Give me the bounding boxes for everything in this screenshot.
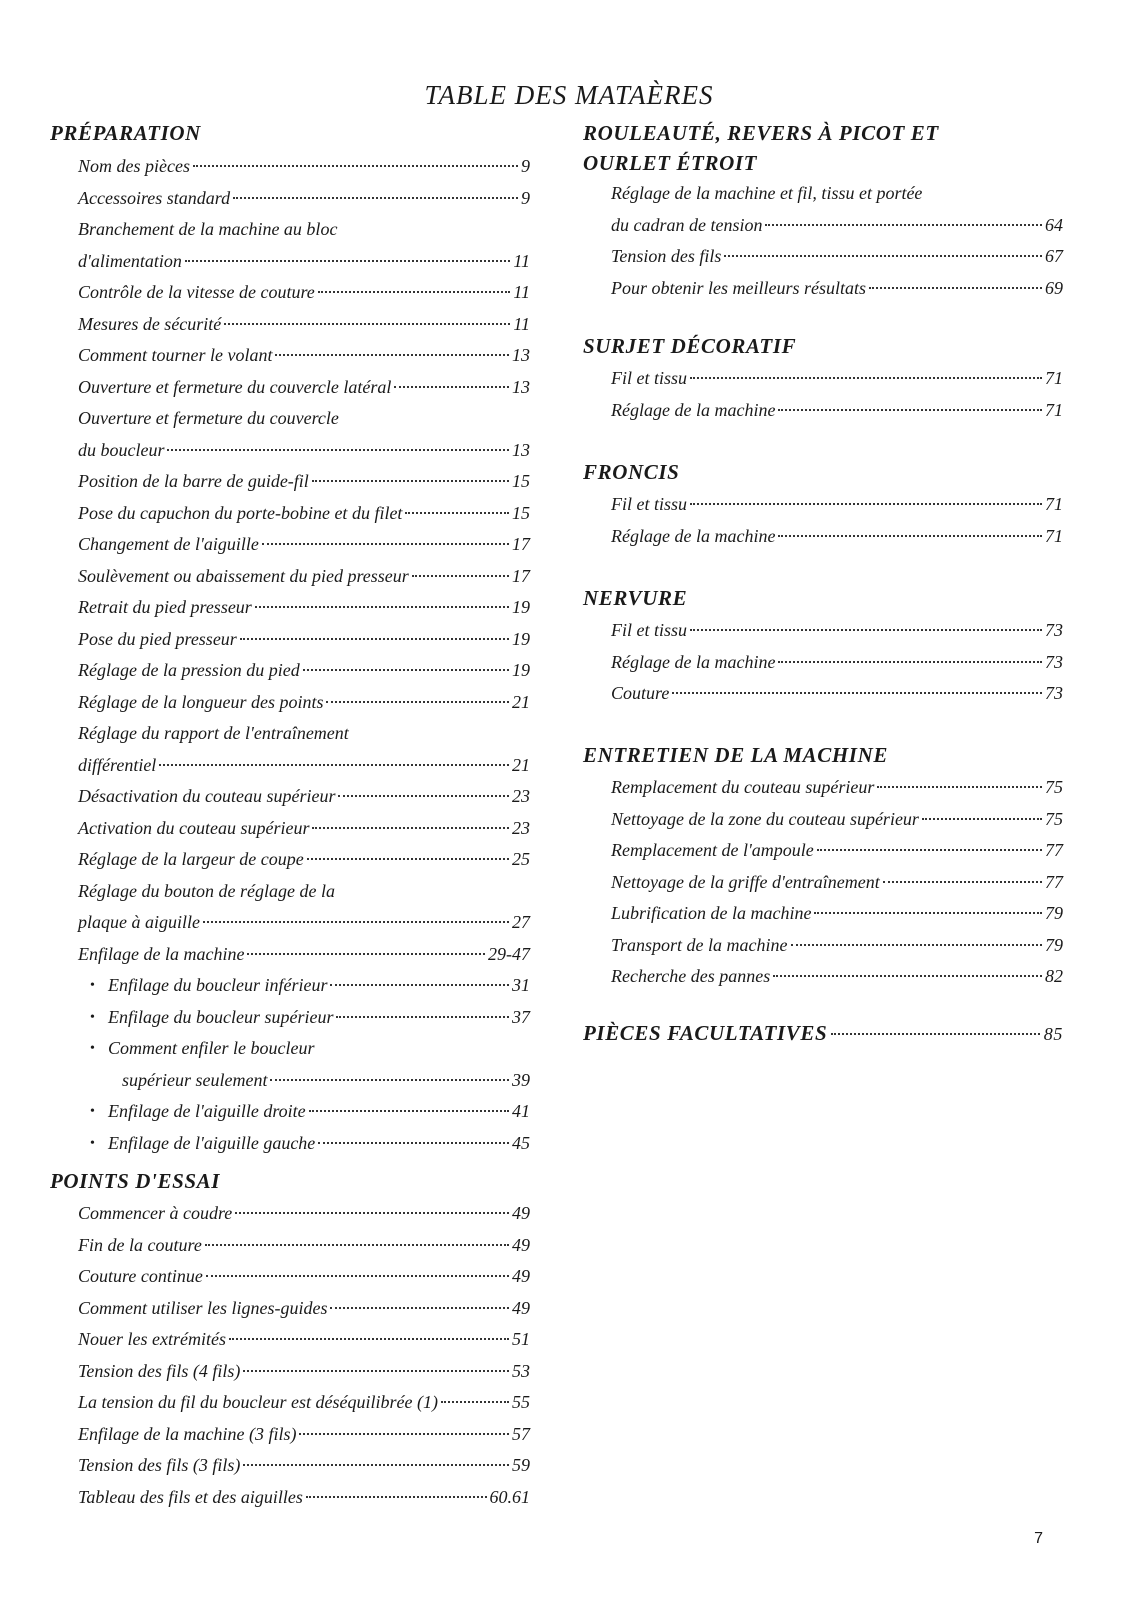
dot-leader: [275, 354, 509, 356]
entry-label: Enfilage de la machine (3 fils): [78, 1423, 297, 1444]
dot-leader: [233, 197, 518, 199]
section-pieces-facultatives: [583, 1018, 1073, 1049]
entry-list: [583, 615, 1073, 710]
toc-entry[interactable]: [583, 804, 1073, 836]
dot-leader: [318, 1142, 509, 1144]
toc-entry[interactable]: [583, 241, 1073, 273]
entry-page: 57: [512, 1423, 530, 1444]
entry-page: 55: [512, 1392, 530, 1412]
entry-page: 19: [512, 597, 530, 617]
toc-entry[interactable]: [50, 655, 540, 687]
entry-page: 11: [513, 282, 530, 302]
entry-list: [583, 363, 1073, 426]
toc-entry[interactable]: [50, 1230, 540, 1262]
toc-entry[interactable]: [50, 750, 540, 782]
entry-label: Branchement de la machine au bloc: [78, 219, 338, 239]
toc-top-entry[interactable]: [583, 1018, 1073, 1049]
toc-entry: [50, 718, 540, 750]
entry-label: Activation du couteau supérieur: [78, 817, 310, 838]
entry-page: 71: [1045, 525, 1063, 546]
entry-page: 13: [512, 439, 530, 460]
section-points-essai: [50, 1166, 540, 1513]
entry-page: 41: [512, 1101, 530, 1121]
dot-leader: [247, 953, 485, 955]
entry-label: Recherche des pannes: [611, 966, 771, 986]
toc-entry[interactable]: [583, 647, 1073, 679]
entry-label: Position de la barre de guide-fil: [78, 471, 309, 491]
entry-page: 71: [1045, 368, 1063, 388]
entry-label: Pose du capuchon du porte-bobine et du filet: [78, 502, 403, 523]
entry-label: Couture continue: [78, 1266, 203, 1286]
entry-label: du cadran de tension: [611, 214, 763, 235]
toc-entry: [583, 178, 1073, 210]
entry-page: 11: [513, 250, 530, 271]
toc-entry[interactable]: [50, 1419, 540, 1451]
toc-sub-entry[interactable]: [50, 970, 540, 1002]
entry-label: Tableau des fils et des aiguilles: [78, 1486, 303, 1507]
entry-label: Réglage de la longueur des points: [78, 691, 324, 712]
dot-leader: [877, 786, 1042, 788]
entry-page: 17: [512, 534, 530, 554]
toc-entry: [50, 214, 540, 246]
entry-page: 13: [512, 376, 530, 397]
entry-label: Comment utiliser les lignes-guides: [78, 1297, 328, 1318]
toc-entry: [50, 403, 540, 435]
dot-leader: [243, 1464, 509, 1466]
entry-page: 27: [512, 912, 530, 932]
entry-page: 59: [512, 1455, 530, 1475]
dot-leader: [309, 1110, 509, 1112]
entry-label: Réglage de la largeur de coupe: [78, 849, 304, 869]
toc-entry[interactable]: [50, 183, 540, 215]
dot-leader: [235, 1212, 509, 1214]
entry-label: Changement de l'aiguille: [78, 534, 259, 554]
dot-leader: [778, 535, 1042, 537]
entry-label: Enfilage de la machine: [78, 943, 245, 964]
dot-leader: [318, 291, 511, 293]
entry-label: Nettoyage de la zone du couteau supérieur: [611, 808, 919, 829]
entry-list: [583, 489, 1073, 552]
entry-label: Fil et tissu: [611, 368, 687, 388]
entry-page: 69: [1045, 277, 1063, 298]
toc-entry[interactable]: [50, 246, 540, 278]
entry-list: [50, 1198, 540, 1513]
dot-leader: [412, 575, 509, 577]
dot-leader: [330, 1307, 509, 1309]
entry-label: Réglage du bouton de réglage de la: [78, 880, 335, 901]
toc-entry[interactable]: [50, 372, 540, 404]
entry-page: 79: [1045, 903, 1063, 923]
entry-page: 45: [512, 1132, 530, 1153]
entry-label: d'alimentation: [78, 250, 182, 271]
dot-leader: [159, 764, 509, 766]
toc-entry[interactable]: [50, 340, 540, 372]
entry-label: • Enfilage de l'aiguille gauche: [108, 1132, 316, 1153]
entry-label: Désactivation du couteau supérieur: [78, 786, 336, 806]
entry-label: Réglage de la pression du pied: [78, 660, 300, 680]
toc-entry[interactable]: [50, 1324, 540, 1356]
entry-page: 79: [1045, 934, 1063, 955]
toc-sub-entry[interactable]: [50, 1065, 540, 1097]
entry-page: 25: [512, 849, 530, 869]
toc-entry[interactable]: [50, 624, 540, 656]
entry-page: 23: [512, 786, 530, 806]
toc-entry[interactable]: [50, 1450, 540, 1482]
entry-label: Accessoires standard: [78, 187, 231, 208]
entry-list: [583, 772, 1073, 993]
dot-leader: [338, 795, 509, 797]
dot-leader: [831, 1033, 1040, 1035]
dot-leader: [791, 944, 1042, 946]
entry-page: 71: [1045, 494, 1063, 514]
entry-label: différentiel: [78, 754, 157, 775]
section-entretien: [583, 740, 1073, 993]
entry-label: • Enfilage de l'aiguille droite: [108, 1101, 306, 1121]
section-title: SURJET DÉCORATIF: [583, 334, 797, 358]
dot-leader: [312, 480, 509, 482]
toc-entry[interactable]: [50, 1261, 540, 1293]
toc-entry[interactable]: [583, 835, 1073, 867]
toc-entry[interactable]: [50, 813, 540, 845]
section-nervure: [583, 583, 1073, 710]
toc-entry[interactable]: [50, 907, 540, 939]
entry-label: La tension du fil du boucleur est déséquilibrée (1): [78, 1392, 438, 1412]
dot-leader: [690, 629, 1042, 631]
toc-entry[interactable]: [50, 844, 540, 876]
entry-page: 73: [1045, 651, 1063, 672]
entry-page: 53: [512, 1360, 530, 1381]
toc-entry[interactable]: [583, 615, 1073, 647]
entry-list: [583, 178, 1073, 304]
dot-leader: [814, 912, 1042, 914]
dot-leader: [765, 224, 1042, 226]
dot-leader: [869, 287, 1042, 289]
entry-label: Fin de la couture: [78, 1234, 202, 1255]
dot-leader: [778, 661, 1042, 663]
section-title-continued: OURLET ÉTROIT: [583, 151, 758, 175]
toc-entry[interactable]: [50, 277, 540, 309]
entry-label: Tension des fils (3 fils): [78, 1455, 241, 1475]
entry-label: Mesures de sécurité: [78, 313, 222, 334]
dot-leader: [883, 881, 1042, 883]
dot-leader: [773, 975, 1042, 977]
dot-leader: [167, 449, 509, 451]
entry-page: 11: [513, 313, 530, 334]
entry-page: 73: [1045, 620, 1063, 640]
entry-label: Transport de la machine: [611, 934, 788, 955]
entry-label: Fil et tissu: [611, 494, 687, 514]
toc-entry: [50, 876, 540, 908]
entry-label: Fil et tissu: [611, 620, 687, 640]
entry-label: du boucleur: [78, 439, 165, 460]
toc-entry[interactable]: [50, 939, 540, 971]
entry-label: • Enfilage du boucleur inférieur: [108, 975, 328, 995]
dot-leader: [299, 1433, 509, 1435]
dot-leader: [255, 606, 509, 608]
dot-leader: [270, 1079, 509, 1081]
entry-label: Couture: [611, 683, 670, 703]
toc-entry[interactable]: [50, 529, 540, 561]
entry-label: Réglage de la machine: [611, 651, 776, 672]
dot-leader: [394, 386, 509, 388]
dot-leader: [185, 260, 510, 262]
section-preparation: [50, 118, 540, 1159]
toc-entry[interactable]: [50, 781, 540, 813]
entry-label: Pose du pied presseur: [78, 628, 237, 649]
entry-page: 49: [512, 1266, 530, 1286]
dot-leader: [330, 984, 509, 986]
toc-entry[interactable]: [50, 1198, 540, 1230]
entry-label: Nom des pièces: [78, 156, 190, 176]
entry-page: 9: [521, 156, 530, 176]
dot-leader: [229, 1338, 509, 1340]
dot-leader: [672, 692, 1042, 694]
entry-label: Comment tourner le volant: [78, 345, 273, 365]
page-title: TABLE DES MATAÈRES: [424, 80, 714, 111]
entry-page: 21: [512, 691, 530, 712]
entry-page: 29-47: [488, 943, 530, 964]
entry-label: • Comment enfiler le boucleur: [108, 1038, 315, 1058]
toc-entry[interactable]: [50, 435, 540, 467]
toc-entry[interactable]: [50, 466, 540, 498]
entry-page: 21: [512, 754, 530, 775]
dot-leader: [193, 165, 518, 167]
dot-leader: [690, 503, 1042, 505]
entry-label: • Enfilage du boucleur supérieur: [108, 1006, 334, 1027]
toc-entry[interactable]: [50, 498, 540, 530]
entry-page: 19: [512, 660, 530, 680]
dot-leader: [441, 1401, 509, 1403]
toc-sub-entry[interactable]: [50, 1002, 540, 1034]
entry-label: Tension des fils: [611, 246, 722, 266]
entry-label: Retrait du pied presseur: [78, 597, 252, 617]
entry-label: Tension des fils (4 fils): [78, 1360, 241, 1381]
dot-leader: [312, 827, 509, 829]
entry-page: 82: [1045, 966, 1063, 986]
entry-page: 49: [512, 1203, 530, 1223]
section-title: POINTS D'ESSAI: [50, 1169, 221, 1193]
toc-entry[interactable]: [583, 678, 1073, 710]
dot-leader: [243, 1370, 509, 1372]
section-title: ENTRETIEN DE LA MACHINE: [583, 743, 888, 767]
toc-entry[interactable]: [583, 521, 1073, 553]
entry-page: 51: [512, 1329, 530, 1349]
dot-leader: [224, 323, 510, 325]
toc-entry[interactable]: [583, 961, 1073, 993]
section-title: PRÉPARATION: [50, 121, 201, 145]
toc-entry[interactable]: [50, 1293, 540, 1325]
section-rouleaute: [583, 118, 1073, 304]
toc-entry[interactable]: [50, 1482, 540, 1514]
page-number: 7: [1034, 1530, 1043, 1547]
entry-page: 85: [1043, 1024, 1063, 1044]
toc-entry[interactable]: [583, 772, 1073, 804]
toc-entry[interactable]: [583, 489, 1073, 521]
entry-page: 17: [512, 565, 530, 586]
section-title: PIÈCES FACULTATIVES: [583, 1021, 828, 1045]
toc-entry[interactable]: [583, 898, 1073, 930]
entry-label: supérieur seulement: [122, 1069, 268, 1090]
entry-label: Réglage de la machine: [611, 525, 776, 546]
toc-entry[interactable]: [583, 867, 1073, 899]
entry-label: plaque à aiguille: [78, 912, 200, 932]
dot-leader: [817, 849, 1042, 851]
dot-leader: [405, 512, 509, 514]
entry-page: 49: [512, 1234, 530, 1255]
entry-label: Réglage du rapport de l'entraînement: [78, 723, 349, 743]
entry-label: Pour obtenir les meilleurs résultats: [611, 277, 866, 298]
toc-entry[interactable]: [583, 210, 1073, 242]
dot-leader: [778, 409, 1042, 411]
section-title: FRONCIS: [583, 460, 680, 484]
entry-page: 64: [1045, 214, 1063, 235]
entry-label: Réglage de la machine et fil, tissu et portée: [611, 183, 923, 203]
entry-label: Ouverture et fermeture du couvercle: [78, 408, 339, 428]
entry-page: 19: [512, 628, 530, 649]
entry-page: 23: [512, 817, 530, 838]
entry-label: Soulèvement ou abaissement du pied presseur: [78, 565, 409, 586]
entry-page: 73: [1045, 683, 1063, 703]
toc-entry[interactable]: [583, 273, 1073, 305]
entry-page: 37: [512, 1006, 530, 1027]
toc-entry[interactable]: [50, 687, 540, 719]
dot-leader: [306, 1496, 487, 1498]
toc-sub-entry: [50, 1033, 540, 1065]
toc-entry[interactable]: [583, 363, 1073, 395]
entry-label: Nettoyage de la griffe d'entraînement: [611, 871, 880, 892]
dot-leader: [303, 669, 509, 671]
entry-page: 67: [1045, 246, 1063, 266]
entry-label: Lubrification de la machine: [611, 903, 812, 923]
dot-leader: [724, 255, 1042, 257]
dot-leader: [240, 638, 509, 640]
entry-page: 75: [1045, 808, 1063, 829]
entry-page: 39: [512, 1069, 530, 1090]
entry-label: Remplacement de l'ampoule: [611, 840, 814, 860]
toc-entry[interactable]: [50, 592, 540, 624]
entry-label: Remplacement du couteau supérieur: [611, 777, 875, 797]
dot-leader: [307, 858, 509, 860]
entry-label: Réglage de la machine: [611, 399, 776, 420]
entry-label: Commencer à coudre: [78, 1203, 233, 1223]
toc-entry[interactable]: [50, 309, 540, 341]
dot-leader: [326, 701, 509, 703]
dot-leader: [203, 921, 509, 923]
dot-leader: [262, 543, 509, 545]
toc-entry[interactable]: [583, 395, 1073, 427]
entry-page: 60.61: [489, 1486, 530, 1507]
dot-leader: [690, 377, 1042, 379]
dot-leader: [205, 1244, 509, 1246]
entry-page: 15: [512, 502, 530, 523]
toc-entry[interactable]: [50, 561, 540, 593]
dot-leader: [336, 1016, 509, 1018]
dot-leader: [206, 1275, 509, 1277]
section-surjet-decoratif: [583, 331, 1073, 426]
toc-sub-entry[interactable]: [50, 1096, 540, 1128]
entry-page: 9: [521, 187, 530, 208]
entry-page: 77: [1045, 871, 1063, 892]
entry-page: 31: [512, 975, 530, 995]
entry-list: [50, 151, 540, 1159]
entry-label: Nouer les extrémités: [78, 1329, 226, 1349]
entry-page: 71: [1045, 399, 1063, 420]
entry-page: 77: [1045, 840, 1063, 860]
toc-entry[interactable]: [50, 1387, 540, 1419]
section-title: NERVURE: [583, 586, 688, 610]
toc-entry[interactable]: [50, 151, 540, 183]
section-froncis: [583, 457, 1073, 552]
entry-label: Ouverture et fermeture du couvercle latéral: [78, 376, 392, 397]
entry-label: Contrôle de la vitesse de couture: [78, 282, 315, 302]
entry-page: 49: [512, 1297, 530, 1318]
toc-entry[interactable]: [583, 930, 1073, 962]
entry-page: 15: [512, 471, 530, 491]
entry-page: 13: [512, 345, 530, 365]
toc-entry[interactable]: [50, 1356, 540, 1388]
entry-page: 75: [1045, 777, 1063, 797]
toc-sub-entry[interactable]: [50, 1128, 540, 1160]
dot-leader: [922, 818, 1042, 820]
section-title: ROULEAUTÉ, REVERS À PICOT ET: [583, 121, 939, 145]
